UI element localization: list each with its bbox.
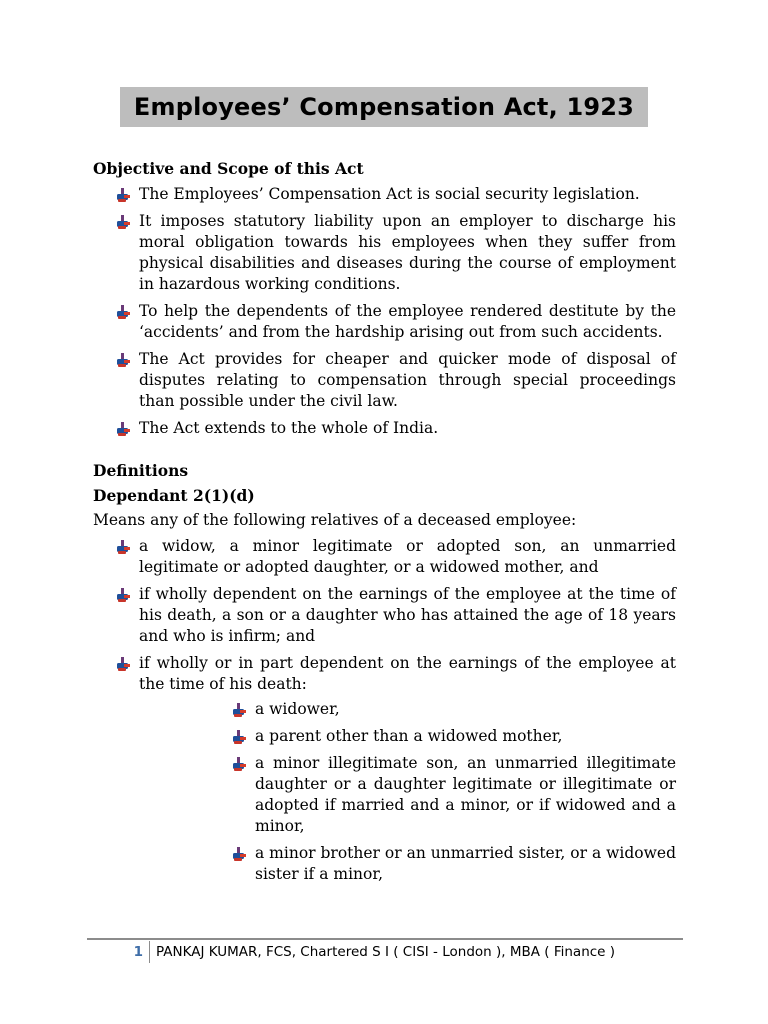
dependant-item-text: a widow, a minor legitimate or adopted son, an unmarried legitimate or adopted daughter, or a widowed mother, and	[139, 537, 676, 576]
list-item	[209, 843, 676, 885]
footer-rule	[87, 938, 683, 940]
pointing-hand-bullet-icon	[115, 587, 131, 603]
dependant-sub-item-text: a parent other than a widowed mother,	[255, 727, 563, 745]
dependant-heading: Dependant 2(1)(d)	[93, 486, 255, 505]
pointing-hand-bullet-icon	[115, 352, 131, 368]
pointing-hand-bullet-icon	[231, 702, 247, 718]
dependant-list	[93, 536, 676, 885]
list-item	[93, 184, 676, 205]
pointing-hand-bullet-icon	[115, 421, 131, 437]
list-item	[209, 699, 676, 720]
pointing-hand-bullet-icon	[115, 187, 131, 203]
footer-divider	[149, 941, 150, 963]
objective-list	[93, 184, 676, 439]
pointing-hand-bullet-icon	[231, 846, 247, 862]
pointing-hand-bullet-icon	[231, 756, 247, 772]
dependant-sub-item-text: a widower,	[255, 700, 340, 718]
pointing-hand-bullet-icon	[231, 729, 247, 745]
document-title: Employees’ Compensation Act, 1923	[133, 93, 635, 121]
list-item	[93, 536, 676, 578]
dependant-sub-list	[209, 699, 676, 885]
objective-item-text: The Act provides for cheaper and quicker mode of disposal of disputes relating to compensation through special proceedings than possible under the civil law.	[139, 350, 676, 410]
definitions-heading: Definitions	[93, 461, 189, 480]
list-item	[93, 301, 676, 343]
objective-item-text: The Act extends to the whole of India.	[139, 419, 439, 437]
list-item	[93, 584, 676, 647]
list-item	[93, 418, 676, 439]
list-item	[209, 753, 676, 837]
objective-item-text: To help the dependents of the employee rendered destitute by the ‘accidents’ and from the hardship arising out from such accidents.	[139, 302, 676, 341]
pointing-hand-bullet-icon	[115, 656, 131, 672]
page-number: 1	[133, 944, 143, 960]
list-item	[93, 211, 676, 295]
document-body	[93, 158, 676, 891]
objective-item-text: It imposes statutory liability upon an employer to discharge his moral obligation towards his employees when they suffer from physical disabilities and diseases during the course of employment in hazardous working conditions.	[139, 212, 676, 293]
dependant-sub-item-text: a minor illegitimate son, an unmarried illegitimate daughter or a daughter legitimate or illegitimate or adopted if married and a minor, or if widowed and a minor,	[255, 754, 676, 835]
list-item	[93, 653, 676, 885]
dependant-item-text: if wholly dependent on the earnings of the employee at the time of his death, a son or a daughter who has attained the age of 18 years and who is infirm; and	[139, 585, 676, 645]
dependant-item-text: if wholly or in part dependent on the earnings of the employee at the time of his death:	[139, 654, 676, 693]
pointing-hand-bullet-icon	[115, 539, 131, 555]
footer-author-text: PANKAJ KUMAR, FCS, Chartered S I ( CISI - London ), MBA ( Finance )	[156, 944, 616, 960]
pointing-hand-bullet-icon	[115, 214, 131, 230]
title-highlight	[120, 87, 648, 127]
dependant-intro: Means any of the following relatives of a deceased employee:	[93, 511, 577, 529]
dependant-sub-item-text: a minor brother or an unmarried sister, or a widowed sister if a minor,	[255, 844, 676, 883]
list-item	[93, 349, 676, 412]
page-footer	[87, 941, 683, 963]
pointing-hand-bullet-icon	[115, 304, 131, 320]
objective-heading: Objective and Scope of this Act	[93, 159, 364, 178]
objective-item-text: The Employees’ Compensation Act is social security legislation.	[139, 185, 640, 203]
list-item	[209, 726, 676, 747]
